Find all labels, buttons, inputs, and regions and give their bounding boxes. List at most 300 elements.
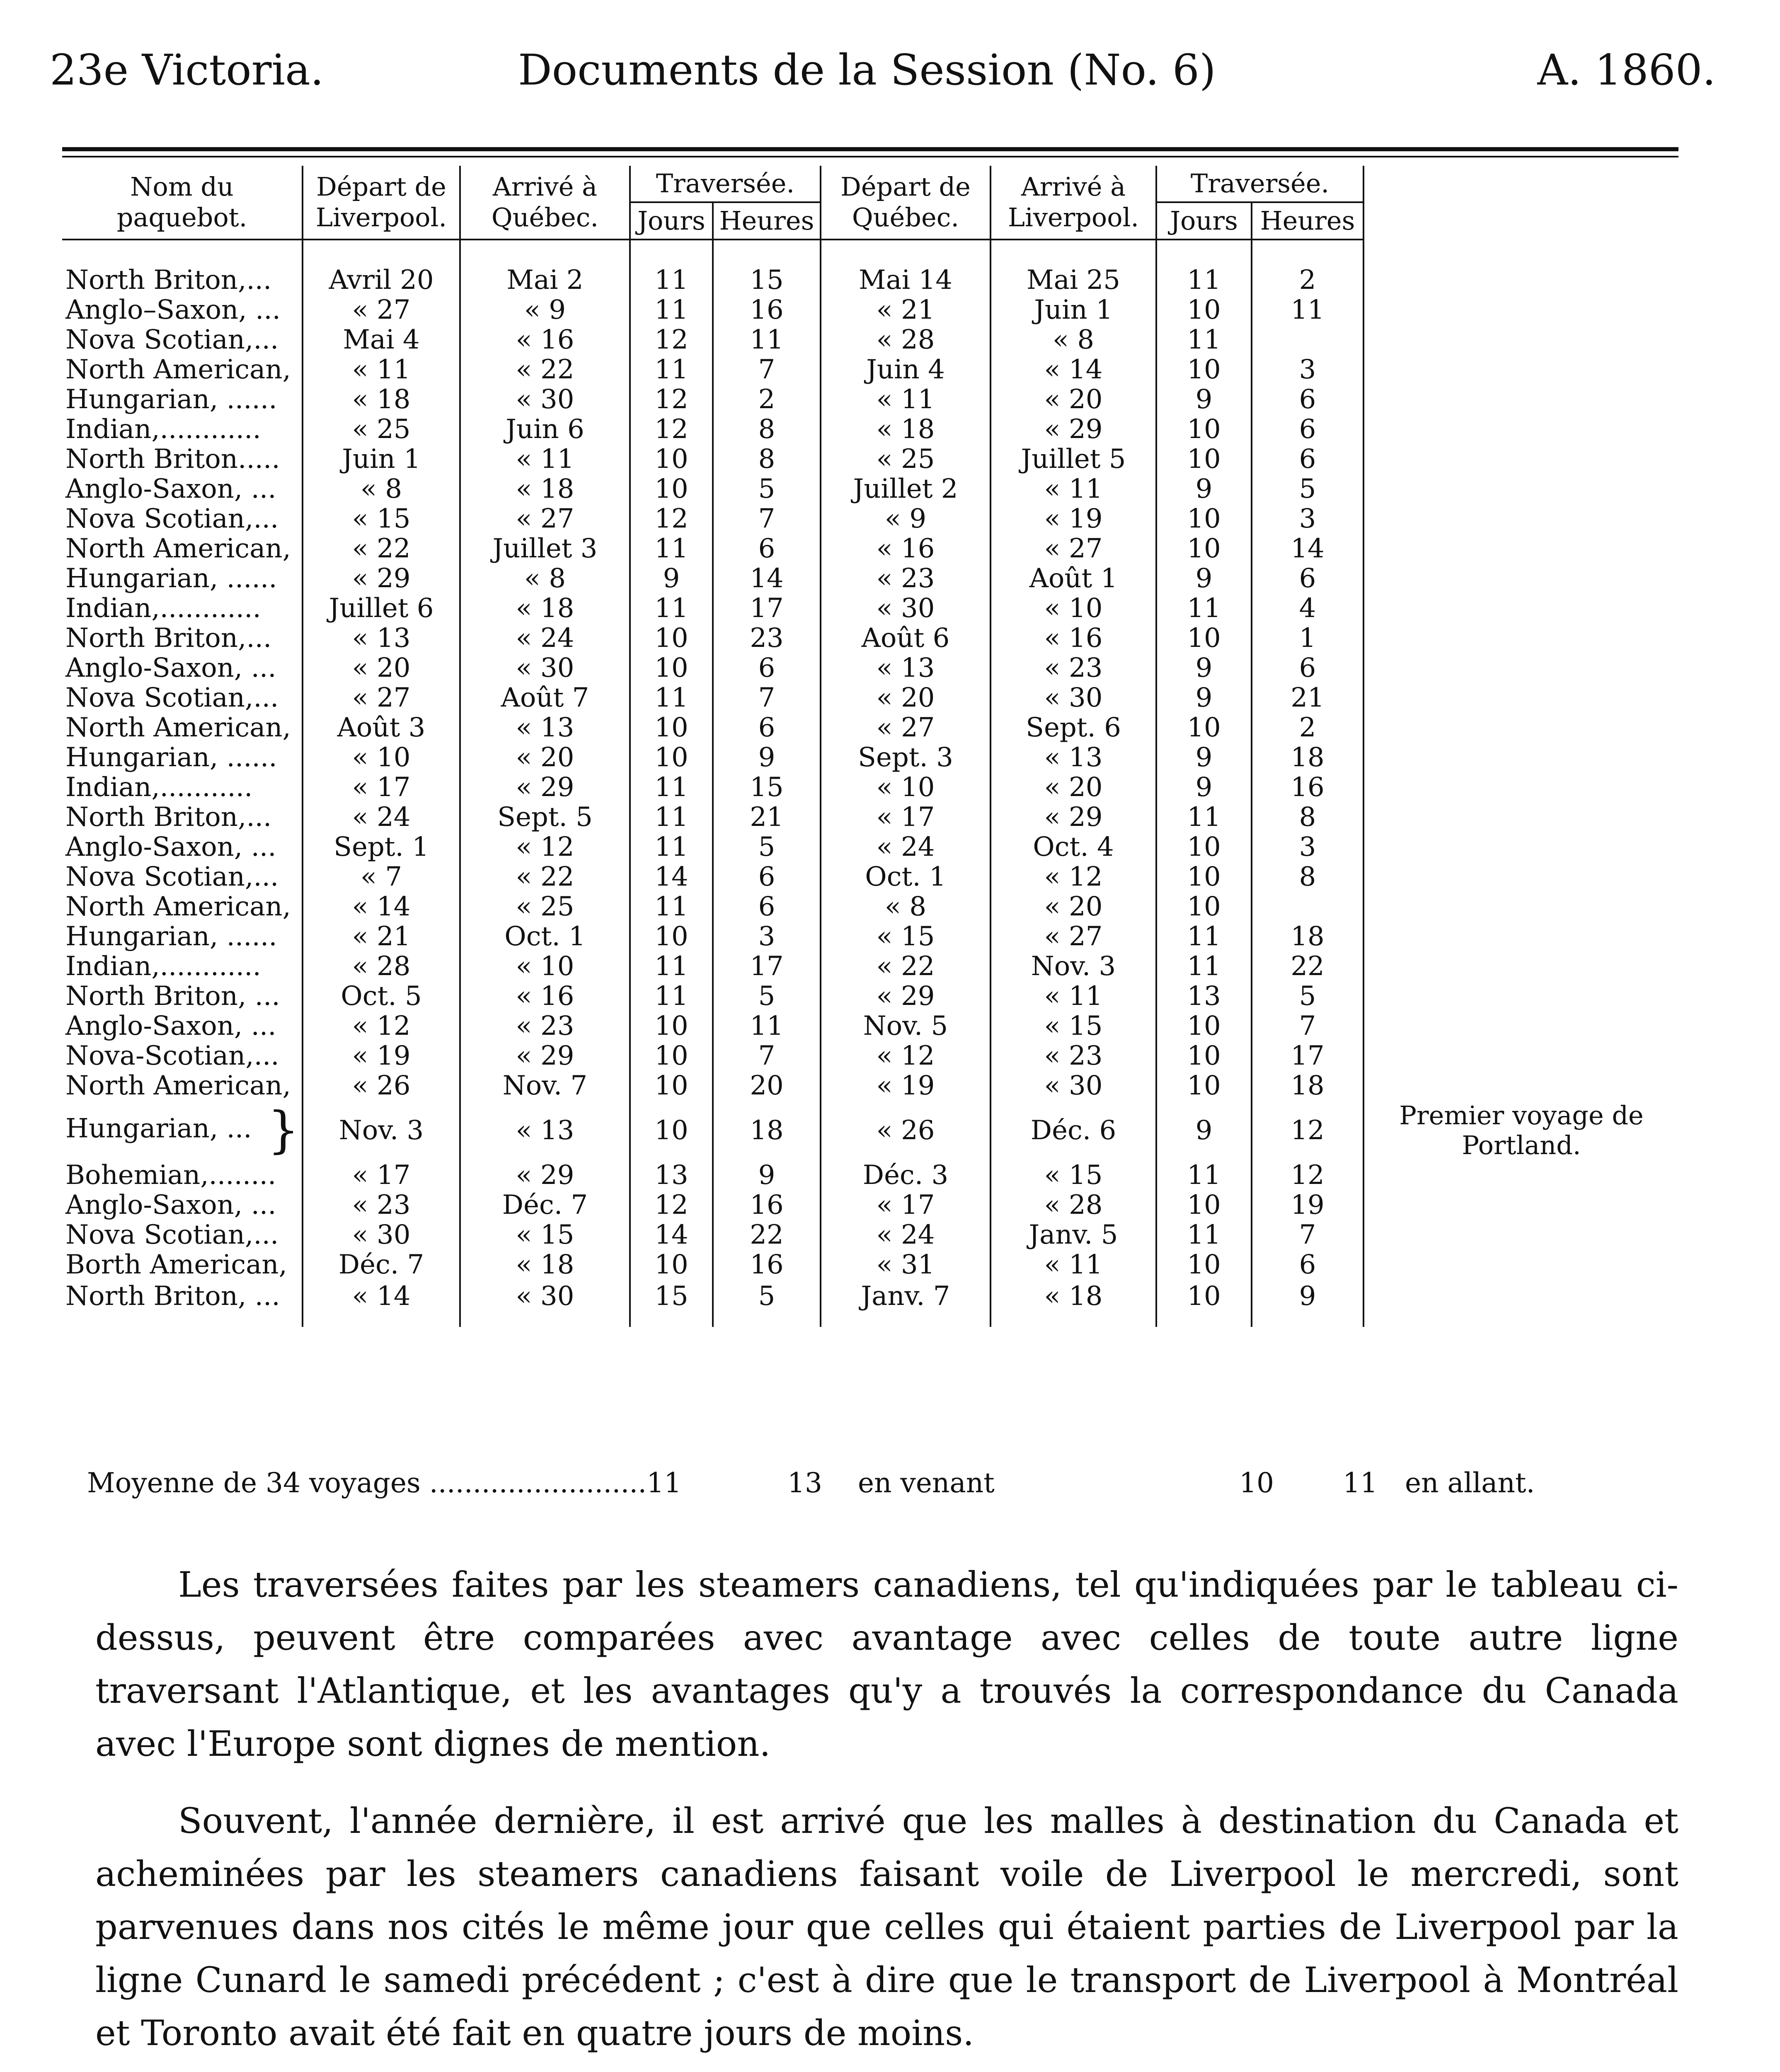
cell-jours-out xyxy=(1156,1160,1252,1190)
depart-liverpool-text: Déc. 7 xyxy=(338,1249,424,1280)
jours-out-text: 11 xyxy=(1187,802,1221,833)
cell-arrive-quebec xyxy=(460,802,630,832)
heures-out-text: 6 xyxy=(1299,563,1316,594)
cell-arrive-liverpool xyxy=(991,504,1156,534)
table-row xyxy=(62,772,1678,802)
ship-name-text: North Briton,... xyxy=(65,265,272,295)
arrive-quebec-text: Sept. 5 xyxy=(497,802,593,833)
cell-jours-in xyxy=(630,1101,713,1160)
cell-depart-quebec xyxy=(821,444,991,474)
cell-ship-name xyxy=(62,414,303,444)
jours-out-text: 10 xyxy=(1187,533,1221,564)
table-row xyxy=(62,653,1678,683)
depart-quebec-text: « 13 xyxy=(876,653,935,683)
cell-ship-name xyxy=(62,504,303,534)
arrive-quebec-text: Août 7 xyxy=(501,683,589,713)
header-title: Documents de la Session (No. 6) xyxy=(518,46,1216,95)
cell-ship-name xyxy=(62,534,303,564)
depart-liverpool-text: « 21 xyxy=(352,921,411,952)
cell-depart-quebec xyxy=(821,1101,991,1160)
table-row xyxy=(62,623,1678,653)
heures-out-text: 17 xyxy=(1291,1041,1325,1071)
cell-arrive-quebec xyxy=(460,355,630,385)
cell-jours-in xyxy=(630,504,713,534)
cell-arrive-quebec xyxy=(460,504,630,534)
jours-in-text: 11 xyxy=(654,354,688,385)
heures-out-text: 9 xyxy=(1299,1281,1316,1312)
arrive-liverpool-text: Nov. 3 xyxy=(1031,951,1116,982)
arrive-quebec-text: « 24 xyxy=(516,623,574,654)
cell-ship-name xyxy=(62,653,303,683)
depart-liverpool-text: « 12 xyxy=(352,1011,411,1041)
arrive-liverpool-text: « 29 xyxy=(1044,802,1103,833)
arrive-liverpool-text: « 15 xyxy=(1044,1011,1103,1041)
heures-in-text: 17 xyxy=(750,593,784,624)
cell-arrive-quebec xyxy=(460,534,630,564)
jours-in-text: 11 xyxy=(654,802,688,833)
cell-note xyxy=(1363,683,1678,713)
cell-note xyxy=(1363,1250,1678,1280)
arrive-liverpool-text: « 11 xyxy=(1044,1249,1103,1280)
cell-arrive-liverpool xyxy=(991,1071,1156,1101)
cell-jours-out xyxy=(1156,951,1252,981)
cell-arrive-quebec xyxy=(460,981,630,1011)
cell-arrive-quebec xyxy=(460,1101,630,1160)
cell-jours-out xyxy=(1156,444,1252,474)
heures-out-text: 7 xyxy=(1299,1220,1316,1250)
cell-jours-out xyxy=(1156,1220,1252,1250)
cell-jours-out xyxy=(1156,564,1252,593)
arrive-liverpool-text: « 18 xyxy=(1044,1281,1103,1312)
cell-depart-liverpool xyxy=(303,325,460,355)
cell-ship-name xyxy=(62,1280,303,1327)
cell-depart-quebec xyxy=(821,892,991,922)
cell-arrive-quebec xyxy=(460,593,630,623)
cell-ship-name xyxy=(62,832,303,862)
heures-in-text: 7 xyxy=(758,503,775,534)
arrive-liverpool-text: « 11 xyxy=(1044,981,1103,1012)
cell-depart-liverpool xyxy=(303,802,460,832)
cell-jours-out xyxy=(1156,653,1252,683)
cell-jours-in xyxy=(630,414,713,444)
arrive-liverpool-text: Juillet 5 xyxy=(1021,444,1126,474)
table-row xyxy=(62,1071,1678,1101)
heures-in-text: 5 xyxy=(758,474,775,504)
cell-depart-liverpool xyxy=(303,981,460,1011)
arrive-liverpool-text: Janv. 5 xyxy=(1029,1220,1118,1250)
cell-jours-in xyxy=(630,564,713,593)
jours-in-text: 10 xyxy=(654,712,688,743)
col-header-arrive-liverpool: Arrivé à Liverpool. xyxy=(991,166,1156,240)
jours-out-text: 9 xyxy=(1195,563,1213,594)
arrive-liverpool-text: « 16 xyxy=(1044,623,1103,654)
heures-in-text: 15 xyxy=(750,772,784,803)
cell-arrive-liverpool xyxy=(991,772,1156,802)
cell-heures-in xyxy=(713,772,821,802)
table-row xyxy=(62,295,1678,325)
heures-out-text: 3 xyxy=(1299,832,1316,862)
arrive-liverpool-text: « 19 xyxy=(1044,503,1103,534)
arrive-liverpool-text: « 27 xyxy=(1044,533,1103,564)
cell-depart-quebec xyxy=(821,1250,991,1280)
depart-quebec-text: Juin 4 xyxy=(866,354,945,385)
table-row xyxy=(62,892,1678,922)
ship-name-text: North American, xyxy=(65,891,291,922)
cell-arrive-liverpool xyxy=(991,1280,1156,1327)
heures-out-text: 3 xyxy=(1299,503,1316,534)
cell-jours-out xyxy=(1156,355,1252,385)
table-row xyxy=(62,385,1678,414)
arrive-quebec-text: Déc. 7 xyxy=(502,1190,588,1220)
cell-jours-in xyxy=(630,772,713,802)
cell-arrive-quebec xyxy=(460,265,630,295)
cell-depart-quebec xyxy=(821,653,991,683)
heures-in-text: 9 xyxy=(758,1160,775,1191)
cell-arrive-liverpool xyxy=(991,623,1156,653)
cell-arrive-quebec xyxy=(460,1071,630,1101)
cell-jours-out xyxy=(1156,593,1252,623)
jours-in-text: 11 xyxy=(654,295,688,325)
heures-in-text: 9 xyxy=(758,742,775,773)
cell-heures-out xyxy=(1252,1160,1363,1190)
brace-mark: } xyxy=(252,1101,300,1159)
cell-heures-in xyxy=(713,743,821,772)
cell-arrive-quebec xyxy=(460,653,630,683)
heures-out-text: 19 xyxy=(1291,1190,1325,1220)
cell-heures-out xyxy=(1252,1220,1363,1250)
col-header-name: Nom du paquebot. xyxy=(62,166,303,240)
jours-in-text: 13 xyxy=(654,1160,688,1191)
cell-note xyxy=(1363,1160,1678,1190)
cell-heures-out xyxy=(1252,892,1363,922)
heures-out-text: 6 xyxy=(1299,1249,1316,1280)
cell-ship-name xyxy=(62,683,303,713)
cell-heures-in xyxy=(713,1280,821,1327)
cell-arrive-liverpool xyxy=(991,683,1156,713)
cell-note xyxy=(1363,862,1678,892)
cell-depart-quebec xyxy=(821,743,991,772)
cell-heures-in xyxy=(713,922,821,951)
depart-quebec-text: « 29 xyxy=(876,981,935,1012)
cell-arrive-quebec xyxy=(460,832,630,862)
cell-arrive-liverpool xyxy=(991,385,1156,414)
arrive-quebec-text: « 16 xyxy=(516,324,574,355)
depart-liverpool-text: « 25 xyxy=(352,414,411,445)
depart-liverpool-text: « 18 xyxy=(352,384,411,415)
cell-ship-name xyxy=(62,1220,303,1250)
cell-ship-name xyxy=(62,1160,303,1190)
cell-jours-out xyxy=(1156,1041,1252,1071)
arrive-quebec-text: « 29 xyxy=(516,1160,574,1191)
cell-jours-in xyxy=(630,534,713,564)
arrive-quebec-text: « 22 xyxy=(516,354,574,385)
cell-arrive-quebec xyxy=(460,474,630,504)
arrive-liverpool-text: « 28 xyxy=(1044,1190,1103,1220)
cell-jours-out xyxy=(1156,1101,1252,1160)
depart-quebec-text: « 25 xyxy=(876,444,935,474)
cell-depart-liverpool xyxy=(303,1041,460,1071)
arrive-quebec-text: « 27 xyxy=(516,503,574,534)
depart-liverpool-text: « 24 xyxy=(352,802,411,833)
cell-note xyxy=(1363,325,1678,355)
jours-in-text: 10 xyxy=(654,1070,688,1101)
depart-liverpool-text: « 14 xyxy=(352,1281,411,1312)
arrive-liverpool-text: « 10 xyxy=(1044,593,1103,624)
cell-heures-out xyxy=(1252,1280,1363,1327)
depart-quebec-text: Sept. 3 xyxy=(858,742,953,773)
jours-in-text: 12 xyxy=(654,384,688,415)
depart-quebec-text: « 27 xyxy=(876,712,935,743)
cell-arrive-liverpool xyxy=(991,355,1156,385)
arrive-quebec-text: « 13 xyxy=(516,712,574,743)
cell-arrive-quebec xyxy=(460,772,630,802)
table-row xyxy=(62,1220,1678,1250)
depart-liverpool-text: « 17 xyxy=(352,772,411,803)
cell-depart-liverpool xyxy=(303,385,460,414)
cell-ship-name xyxy=(62,862,303,892)
cell-jours-out xyxy=(1156,802,1252,832)
cell-note xyxy=(1363,1041,1678,1071)
cell-arrive-liverpool xyxy=(991,1101,1156,1160)
cell-jours-in xyxy=(630,623,713,653)
jours-in-text: 11 xyxy=(654,951,688,982)
ship-name-text: North American, xyxy=(65,1070,291,1101)
heures-out-text: 1 xyxy=(1299,623,1316,654)
ship-name-text: North Briton,... xyxy=(65,623,272,654)
cell-ship-name xyxy=(62,474,303,504)
cell-depart-quebec xyxy=(821,1071,991,1101)
cell-heures-in xyxy=(713,355,821,385)
jours-in-text: 11 xyxy=(654,772,688,803)
jours-in-text: 10 xyxy=(654,742,688,773)
average-label: Moyenne de 34 voyages .........................11 xyxy=(87,1467,682,1499)
cell-depart-quebec xyxy=(821,683,991,713)
cell-heures-in xyxy=(713,802,821,832)
jours-out-text: 11 xyxy=(1187,951,1221,982)
table-row xyxy=(62,1160,1678,1190)
cell-jours-in xyxy=(630,444,713,474)
cell-ship-name xyxy=(62,922,303,951)
cell-arrive-quebec xyxy=(460,564,630,593)
heures-out-text: 18 xyxy=(1291,1070,1325,1101)
cell-depart-quebec xyxy=(821,325,991,355)
cell-arrive-liverpool xyxy=(991,534,1156,564)
depart-liverpool-text: « 22 xyxy=(352,533,411,564)
cell-arrive-quebec xyxy=(460,1190,630,1220)
arrive-liverpool-text: Oct. 4 xyxy=(1033,832,1114,862)
cell-jours-in xyxy=(630,951,713,981)
average-jours-out: 10 xyxy=(1239,1467,1274,1499)
heures-in-text: 6 xyxy=(758,533,775,564)
ship-name-text: North American, xyxy=(65,712,291,743)
cell-heures-out xyxy=(1252,802,1363,832)
top-rule-thick xyxy=(62,147,1678,151)
arrive-quebec-text: « 30 xyxy=(516,384,574,415)
cell-arrive-quebec xyxy=(460,295,630,325)
cell-heures-out xyxy=(1252,623,1363,653)
ship-name-text: Anglo–Saxon, ... xyxy=(65,295,281,325)
cell-jours-in xyxy=(630,1190,713,1220)
table-row xyxy=(62,414,1678,444)
heures-in-text: 5 xyxy=(758,1281,775,1312)
ship-name-text: Indian,............ xyxy=(65,414,261,445)
jours-in-text: 11 xyxy=(654,683,688,713)
cell-depart-liverpool xyxy=(303,1220,460,1250)
heures-out-text: 6 xyxy=(1299,444,1316,474)
cell-note xyxy=(1363,653,1678,683)
arrive-liverpool-text: Sept. 6 xyxy=(1026,712,1121,743)
heures-out-text: 14 xyxy=(1291,533,1325,564)
cell-heures-in xyxy=(713,1101,821,1160)
cell-heures-in xyxy=(713,1160,821,1190)
cell-heures-in xyxy=(713,683,821,713)
depart-quebec-text: « 22 xyxy=(876,951,935,982)
table-body xyxy=(62,240,1678,1327)
cell-ship-name xyxy=(62,713,303,743)
cell-jours-out xyxy=(1156,504,1252,534)
cell-depart-quebec xyxy=(821,474,991,504)
cell-jours-in xyxy=(630,981,713,1011)
cell-arrive-liverpool xyxy=(991,981,1156,1011)
depart-quebec-text: « 20 xyxy=(876,683,935,713)
cell-depart-quebec xyxy=(821,355,991,385)
jours-out-text: 9 xyxy=(1195,653,1213,683)
cell-jours-in xyxy=(630,593,713,623)
arrive-liverpool-text: « 23 xyxy=(1044,653,1103,683)
note-premier-voyage: Premier voyage de Portland. xyxy=(1399,1100,1644,1160)
depart-liverpool-text: « 26 xyxy=(352,1070,411,1101)
paragraph-2: Souvent, l'année dernière, il est arrivé que les malles à destination du Canada et acheminées par les steamers canadiens faisant voile de Liverpool le mercredi, sont parvenues dans nos cités le même jour que celles qui étaient parties de Liverpool par la ligne Cunard le samedi précédent ; c'est à dire que le transport de Liverpool à Montréal et Toronto avait été fait en quatre jours de moins. xyxy=(95,1801,1678,2053)
cell-depart-liverpool xyxy=(303,1101,460,1160)
heures-in-text: 16 xyxy=(750,1190,784,1220)
jours-in-text: 11 xyxy=(654,533,688,564)
arrive-liverpool-text: « 13 xyxy=(1044,742,1103,773)
cell-jours-out xyxy=(1156,862,1252,892)
cell-arrive-liverpool xyxy=(991,593,1156,623)
cell-note xyxy=(1363,1220,1678,1250)
depart-quebec-text: Nov. 5 xyxy=(863,1011,948,1041)
cell-note xyxy=(1363,564,1678,593)
depart-quebec-text: Janv. 7 xyxy=(861,1281,950,1312)
depart-liverpool-text: « 15 xyxy=(352,503,411,534)
depart-quebec-text: « 12 xyxy=(876,1041,935,1071)
cell-depart-liverpool xyxy=(303,593,460,623)
table-row xyxy=(62,981,1678,1011)
cell-ship-name xyxy=(62,981,303,1011)
cell-note xyxy=(1363,444,1678,474)
cell-arrive-liverpool xyxy=(991,1041,1156,1071)
col-header-arrive-quebec: Arrivé à Québec. xyxy=(460,166,630,240)
cell-depart-quebec xyxy=(821,1011,991,1041)
table-spacer xyxy=(62,240,1678,265)
heures-in-text: 20 xyxy=(750,1070,784,1101)
cell-ship-name xyxy=(62,623,303,653)
cell-depart-quebec xyxy=(821,1160,991,1190)
heures-in-text: 7 xyxy=(758,354,775,385)
ship-name-text: Nova-Scotian,... xyxy=(65,1041,279,1071)
cell-ship-name xyxy=(62,1041,303,1071)
cell-heures-out xyxy=(1252,325,1363,355)
arrive-liverpool-text: Août 1 xyxy=(1029,563,1118,594)
table-row xyxy=(62,1250,1678,1280)
arrive-quebec-text: Oct. 1 xyxy=(504,921,586,952)
cell-ship-name xyxy=(62,892,303,922)
arrive-quebec-text: « 16 xyxy=(516,981,574,1012)
jours-out-text: 9 xyxy=(1195,474,1213,504)
depart-quebec-text: « 30 xyxy=(876,593,935,624)
jours-in-text: 14 xyxy=(654,1220,688,1250)
cell-jours-in xyxy=(630,385,713,414)
ship-name-text: Anglo-Saxon, ... xyxy=(65,474,276,504)
cell-depart-liverpool xyxy=(303,444,460,474)
cell-note xyxy=(1363,593,1678,623)
cell-depart-liverpool xyxy=(303,1280,460,1327)
header-session: 23e Victoria. xyxy=(50,46,324,95)
depart-quebec-text: « 26 xyxy=(876,1115,935,1146)
cell-depart-liverpool xyxy=(303,922,460,951)
cell-arrive-liverpool xyxy=(991,1250,1156,1280)
depart-liverpool-text: « 27 xyxy=(352,683,411,713)
jours-out-text: 9 xyxy=(1195,772,1213,803)
heures-out-text: 4 xyxy=(1299,593,1316,624)
cell-note xyxy=(1363,265,1678,295)
jours-in-text: 11 xyxy=(654,832,688,862)
ship-name-text: Nova Scotian,... xyxy=(65,1220,279,1250)
col-header-heures-out: Heures xyxy=(1252,202,1363,240)
cell-arrive-quebec xyxy=(460,385,630,414)
cell-ship-name xyxy=(62,265,303,295)
cell-depart-liverpool xyxy=(303,1160,460,1190)
heures-out-text: 2 xyxy=(1299,712,1316,743)
ship-name-text: North Briton, ... xyxy=(65,981,280,1012)
cell-heures-in xyxy=(713,1041,821,1071)
heures-in-text: 2 xyxy=(758,384,775,415)
table-row xyxy=(62,683,1678,713)
depart-liverpool-text: « 10 xyxy=(352,742,411,773)
jours-out-text: 11 xyxy=(1187,1220,1221,1250)
heures-out-text: 6 xyxy=(1299,653,1316,683)
cell-heures-out xyxy=(1252,385,1363,414)
cell-depart-liverpool xyxy=(303,1190,460,1220)
cell-ship-name xyxy=(62,743,303,772)
col-header-traversee-out: Traversée. xyxy=(1156,166,1363,202)
depart-quebec-text: « 10 xyxy=(876,772,935,803)
cell-jours-in xyxy=(630,1160,713,1190)
table-row xyxy=(62,534,1678,564)
depart-liverpool-text: « 17 xyxy=(352,1160,411,1191)
cell-ship-name xyxy=(62,295,303,325)
depart-quebec-text: « 19 xyxy=(876,1070,935,1101)
cell-arrive-quebec xyxy=(460,444,630,474)
jours-out-text: 11 xyxy=(1187,1160,1221,1191)
jours-in-text: 15 xyxy=(654,1281,688,1312)
arrive-quebec-text: « 18 xyxy=(516,474,574,504)
cell-jours-in xyxy=(630,892,713,922)
jours-out-text: 10 xyxy=(1187,503,1221,534)
depart-quebec-text: « 9 xyxy=(884,503,927,534)
heures-out-text: 7 xyxy=(1299,1011,1316,1041)
average-label-in: en venant xyxy=(858,1467,995,1499)
voyage-table xyxy=(62,166,1678,1327)
ship-name-text: Hungarian, ...... xyxy=(65,384,277,415)
arrive-quebec-text: « 22 xyxy=(516,862,574,892)
header-year: A. 1860. xyxy=(1537,46,1716,95)
cell-heures-in xyxy=(713,713,821,743)
heures-in-text: 8 xyxy=(758,414,775,445)
cell-heures-in xyxy=(713,593,821,623)
col-header-note xyxy=(1363,166,1678,240)
cell-note xyxy=(1363,981,1678,1011)
